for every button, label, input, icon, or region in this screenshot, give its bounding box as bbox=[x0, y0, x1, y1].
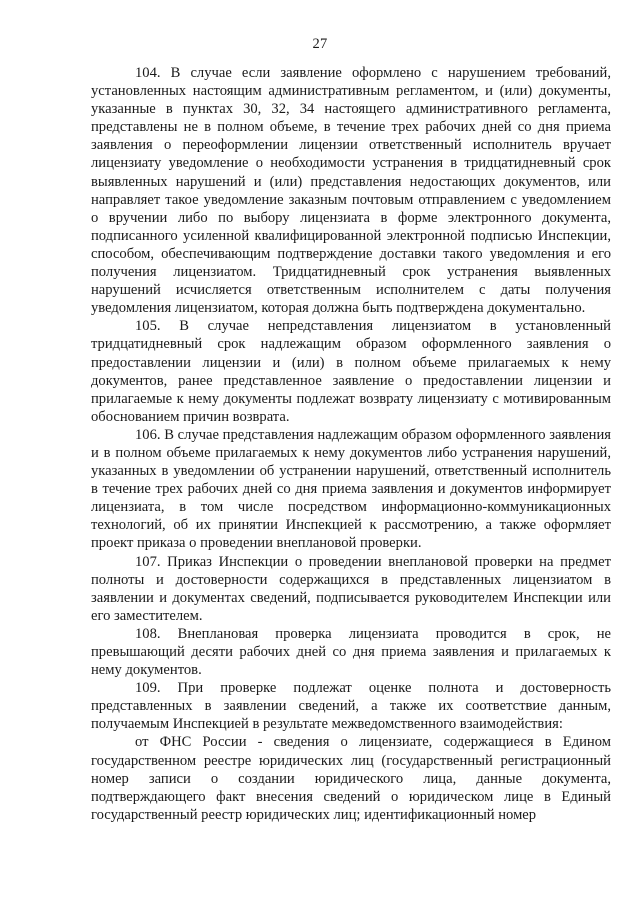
page-number: 27 bbox=[312, 36, 328, 52]
paragraph-104: 104. В случае если заявление оформлено с нарушением требований, установленных настоящим административным регламентом, и (или) документы, указанные в пунктах 30, 32, 34 настоящего административного регламента, представлены не в полном объеме, в течение трех рабочих дней со дня приема заявления о переоформлении лицензии ответственный исполнитель вручает лицензиату уведомление о необходимости устранения в тридцатидневный срок выявленных нарушений и (или) представления недостающих документов, или направляет такое уведомление заказным почтовым отправлением с уведомлением о вручении либо по выбору лицензиата в форме электронного документа, подписанного усиленной квалифицированной электронной подписью Инспекции, способом, обеспечивающим подтверждение доставки такого уведомления и его получения лицензиатом. Тридцатидневный срок устранения выявленных нарушений исчисляется ответственным исполнителем с даты получения уведомления лицензиатом, которая должна быть подтверждена документально. bbox=[91, 65, 611, 317]
paragraph-108: 108. Внеплановая проверка лицензиата проводится в срок, не превышающий десяти рабочих дней со дня приема заявления и прилагаемых к нему документов. bbox=[91, 625, 611, 679]
paragraph-107: 107. Приказ Инспекции о проведении внеплановой проверки на предмет полноты и достоверности содержащихся в представленных лицензиатом в заявлении и документах сведений, подписывается руководителем Инспекции или его заместителем. bbox=[91, 553, 611, 624]
paragraph-109: 109. При проверке подлежат оценке полнота и достоверность представленных в заявлении сведений, а также их соответствие данным, получаемым Инспекцией в результате межведомственного взаимодействия: bbox=[91, 680, 611, 733]
paragraph-106: 106. В случае представления надлежащим образом оформленного заявления и в полном объеме прилагаемых к нему документов либо устранения нарушений, указанных в уведомлении об устранении нарушений, ответственный исполнитель в течение трех рабочих дней со дня приема заявления и документов информирует лицензиата, в том числе посредством информационно-коммуникационных технологий, об их принятии Инспекцией к рассмотрению, а также оформляет проект приказа о проведении внеплановой проверки. bbox=[91, 426, 611, 552]
document-body bbox=[91, 64, 611, 824]
paragraph-fns-info: от ФНС России - сведения о лицензиате, содержащиеся в Едином государственном реестре юридических лиц (государственный регистрационный номер записи о создании юридического лица, данные документа, подтверждающего факт внесения сведений о юридическом лице в Единый государственный реестр юридических лиц; идентификационный номер bbox=[91, 734, 611, 823]
paragraph-105: 105. В случае непредставления лицензиатом в установленный тридцатидневный срок надлежащим образом оформленного заявления о предоставлении лицензии и (или) в полном объеме прилагаемых к нему документов, ранее представленное заявление о предоставлении лицензии и прилагаемые к нему документы подлежат возврату лицензиату с мотивированным обоснованием причин возврата. bbox=[91, 318, 611, 425]
